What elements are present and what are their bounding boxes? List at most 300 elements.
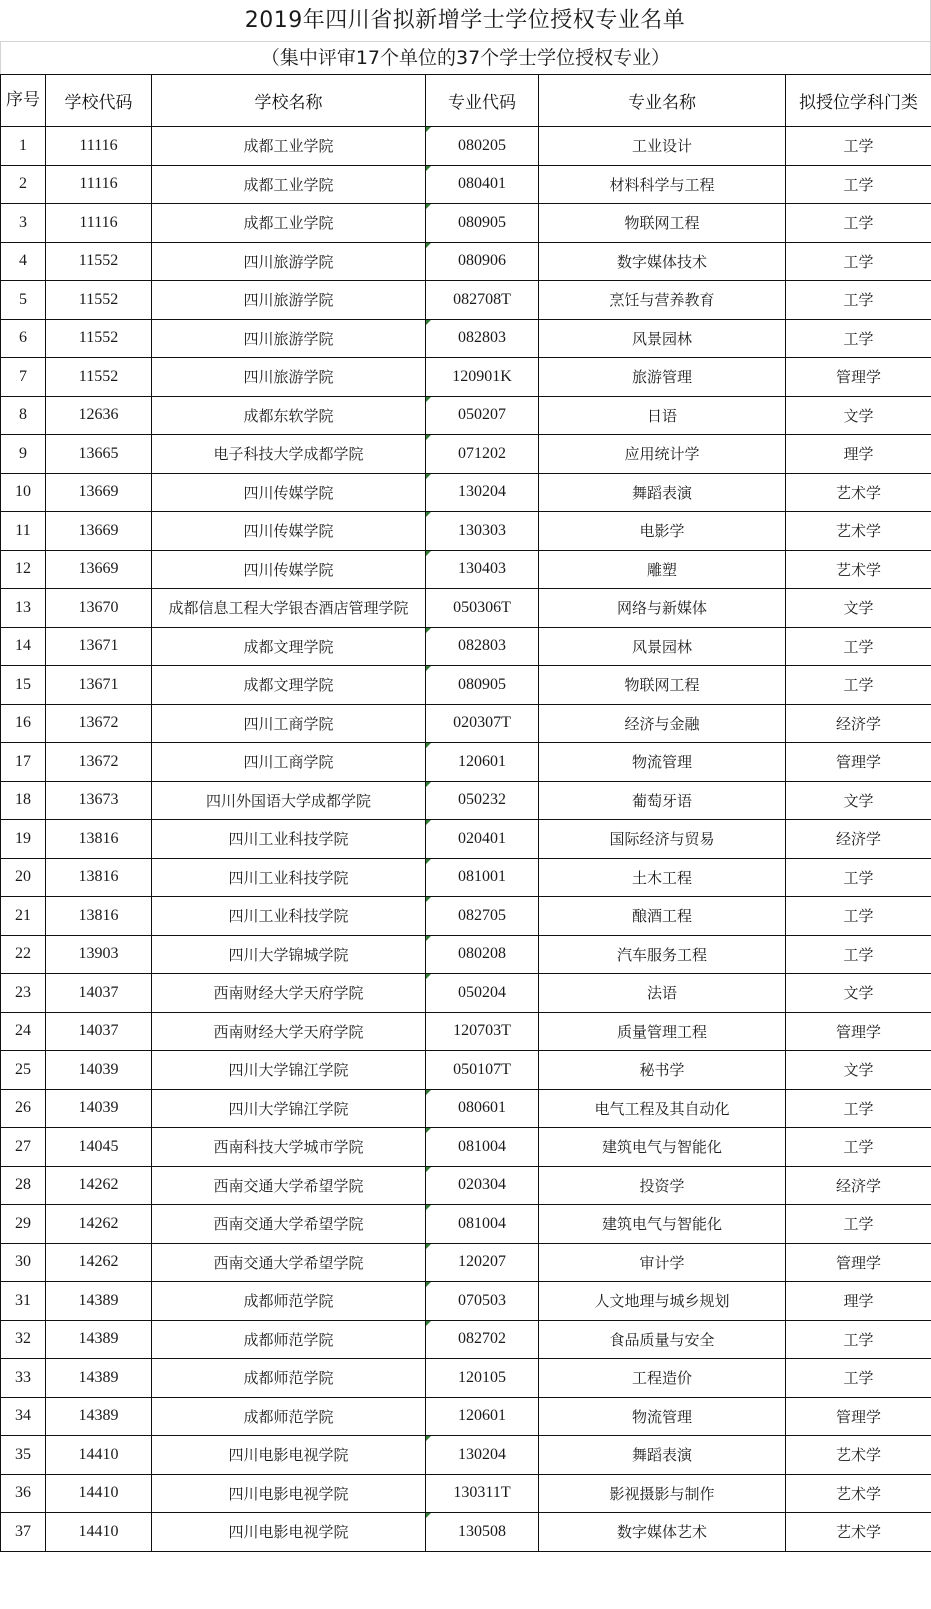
category-cell[interactable] [786,1205,931,1244]
seq-cell[interactable] [1,127,46,166]
seq-cell[interactable] [1,974,46,1013]
major-code-cell[interactable] [426,897,539,936]
school-name-cell[interactable] [152,1320,426,1359]
category-cell[interactable] [786,1166,931,1205]
seq-cell[interactable] [1,1359,46,1398]
major-code-text: 120105 [458,1368,506,1386]
category-text: 艺术学 [835,1523,881,1542]
seq-cell[interactable] [1,1205,46,1244]
school-code-cell[interactable] [46,435,152,474]
table-row [1,743,931,782]
category-cell[interactable] [786,1513,931,1552]
major-code-cell[interactable] [426,281,539,320]
seq-cell[interactable] [1,165,46,204]
school-name-cell[interactable] [152,781,426,820]
major-code-cell[interactable] [426,704,539,743]
major-name-cell[interactable] [539,1320,786,1359]
category-cell[interactable] [786,1320,931,1359]
major-code-cell[interactable] [426,1051,539,1090]
major-code-cell[interactable] [426,781,539,820]
major-code-cell[interactable] [426,1359,539,1398]
category-text: 经济学 [835,830,881,849]
school-code-cell[interactable] [46,1166,152,1205]
major-name-cell[interactable] [539,1166,786,1205]
major-code-cell[interactable] [426,1128,539,1167]
seq-cell[interactable] [1,512,46,551]
table-row [1,1397,931,1436]
school-name-cell[interactable] [152,1359,426,1398]
seq-cell[interactable] [1,204,46,243]
school-name-text: 成都师范学院 [243,1369,334,1388]
school-name-cell[interactable] [152,858,426,897]
major-name-cell[interactable] [539,1051,786,1090]
school-name-cell[interactable] [152,897,426,936]
seq-text: 8 [19,406,27,424]
table-row [1,358,931,397]
school-name-text: 西南交通大学希望学院 [213,1215,364,1234]
table-row [1,820,931,859]
category-cell[interactable] [786,743,931,782]
major-code-cell[interactable] [426,1436,539,1475]
category-cell[interactable] [786,242,931,281]
major-code-cell[interactable] [426,127,539,166]
major-name-cell[interactable] [539,935,786,974]
school-name-cell[interactable] [152,1051,426,1090]
table-row [1,435,931,474]
category-cell[interactable] [786,1282,931,1321]
category-cell[interactable] [786,974,931,1013]
school-code-cell[interactable] [46,1359,152,1398]
table-row [1,319,931,358]
school-code-text: 14039 [78,1060,119,1078]
school-code-cell[interactable] [46,589,152,628]
category-cell[interactable] [786,435,931,474]
major-code-cell[interactable] [426,666,539,705]
major-code-cell[interactable] [426,858,539,897]
school-code-cell[interactable] [46,858,152,897]
school-code-cell[interactable] [46,1205,152,1244]
major-name-cell[interactable] [539,1128,786,1167]
table-row [1,666,931,705]
school-code-cell[interactable] [46,358,152,397]
school-name-cell[interactable] [152,1282,426,1321]
table-row [1,396,931,435]
school-name-cell[interactable] [152,204,426,243]
category-cell[interactable] [786,1436,931,1475]
error-indicator-icon [426,1513,431,1518]
major-name-cell[interactable] [539,165,786,204]
category-text: 管理学 [835,1022,881,1041]
school-code-cell[interactable] [46,781,152,820]
school-code-cell[interactable] [46,550,152,589]
school-code-cell[interactable] [46,1051,152,1090]
school-code-text: 14410 [78,1522,119,1540]
error-indicator-icon [426,512,431,517]
school-name-cell[interactable] [152,1089,426,1128]
school-name-cell[interactable] [152,1243,426,1282]
major-code-cell[interactable] [426,550,539,589]
category-text: 管理学 [835,368,881,387]
school-code-cell[interactable] [46,820,152,859]
category-cell[interactable] [786,1128,931,1167]
school-name-cell[interactable] [152,281,426,320]
school-name-cell[interactable] [152,550,426,589]
seq-cell[interactable] [1,858,46,897]
school-code-cell[interactable] [46,512,152,551]
category-text: 管理学 [835,1407,881,1426]
major-name-cell[interactable] [539,550,786,589]
school-name-cell[interactable] [152,1474,426,1513]
school-code-text: 11552 [78,290,119,308]
majors-table [0,74,931,1552]
major-code-cell[interactable] [426,358,539,397]
seq-cell[interactable] [1,589,46,628]
school-name-text: 西南交通大学希望学院 [213,1176,364,1195]
category-text: 工学 [843,945,874,964]
major-name-cell[interactable] [539,358,786,397]
major-code-cell[interactable] [426,1166,539,1205]
major-code-text: 050107T [453,1060,511,1078]
school-code-cell[interactable] [46,935,152,974]
category-cell[interactable] [786,1051,931,1090]
major-code-text: 081004 [458,1137,506,1155]
major-code-cell[interactable] [426,242,539,281]
category-cell[interactable] [786,512,931,551]
seq-cell[interactable] [1,1128,46,1167]
seq-cell[interactable] [1,1513,46,1552]
school-name-text: 成都师范学院 [243,1330,334,1349]
category-cell[interactable] [786,666,931,705]
table-row [1,204,931,243]
school-name-cell[interactable] [152,935,426,974]
major-name-cell[interactable] [539,974,786,1013]
seq-text: 34 [15,1407,31,1425]
category-cell[interactable] [786,704,931,743]
category-cell[interactable] [786,935,931,974]
school-name-cell[interactable] [152,704,426,743]
seq-cell[interactable] [1,396,46,435]
major-code-cell[interactable] [426,1089,539,1128]
category-cell[interactable] [786,281,931,320]
table-row [1,897,931,936]
major-name-cell[interactable] [539,396,786,435]
school-code-cell[interactable] [46,1282,152,1321]
category-cell[interactable] [786,319,931,358]
school-name-cell[interactable] [152,1205,426,1244]
category-cell[interactable] [786,589,931,628]
school-code-cell[interactable] [46,1513,152,1552]
major-code-cell[interactable] [426,512,539,551]
seq-cell[interactable] [1,704,46,743]
header-major-name: 专业名称 [539,75,786,127]
category-cell[interactable] [786,165,931,204]
major-name-cell[interactable] [539,204,786,243]
table-row [1,1513,931,1552]
seq-text: 36 [15,1484,31,1502]
seq-cell[interactable] [1,1397,46,1436]
major-code-cell[interactable] [426,1012,539,1051]
school-code-cell[interactable] [46,204,152,243]
school-name-text: 四川大学锦江学院 [228,1061,349,1080]
major-name-cell[interactable] [539,704,786,743]
major-name-text: 电影学 [639,522,685,541]
seq-cell[interactable] [1,1051,46,1090]
school-code-cell[interactable] [46,396,152,435]
major-code-cell[interactable] [426,473,539,512]
header-seq: 序号 [1,75,46,127]
school-name-cell[interactable] [152,1513,426,1552]
table-body [1,127,931,1552]
category-cell[interactable] [786,473,931,512]
category-cell[interactable] [786,1089,931,1128]
major-code-cell[interactable] [426,627,539,666]
school-code-cell[interactable] [46,897,152,936]
major-code-cell[interactable] [426,396,539,435]
major-name-cell[interactable] [539,1282,786,1321]
major-name-cell[interactable] [539,512,786,551]
major-code-cell[interactable] [426,1474,539,1513]
major-code-cell[interactable] [426,435,539,474]
major-code-cell[interactable] [426,935,539,974]
seq-cell[interactable] [1,1243,46,1282]
school-code-cell[interactable] [46,319,152,358]
major-name-cell[interactable] [539,627,786,666]
category-cell[interactable] [786,897,931,936]
major-name-cell[interactable] [539,1359,786,1398]
category-cell[interactable] [786,858,931,897]
major-name-cell[interactable] [539,781,786,820]
school-code-cell[interactable] [46,1128,152,1167]
category-cell[interactable] [786,1359,931,1398]
seq-cell[interactable] [1,281,46,320]
seq-cell[interactable] [1,358,46,397]
school-code-cell[interactable] [46,1397,152,1436]
seq-text: 13 [15,598,31,616]
school-name-cell[interactable] [152,743,426,782]
major-name-text: 秘书学 [639,1061,685,1080]
major-code-cell[interactable] [426,1243,539,1282]
major-name-cell[interactable] [539,1243,786,1282]
major-code-text: 120901K [452,367,512,385]
table-row [1,1474,931,1513]
major-code-cell[interactable] [426,1205,539,1244]
school-name-cell[interactable] [152,512,426,551]
major-code-text: 080906 [458,252,506,270]
major-name-cell[interactable] [539,319,786,358]
school-code-cell[interactable] [46,1320,152,1359]
school-name-cell[interactable] [152,396,426,435]
school-name-cell[interactable] [152,127,426,166]
seq-cell[interactable] [1,319,46,358]
category-cell[interactable] [786,820,931,859]
school-name-cell[interactable] [152,1166,426,1205]
table-row [1,589,931,628]
school-name-cell[interactable] [152,165,426,204]
header-major-code: 专业代码 [426,75,539,127]
major-name-cell[interactable] [539,1397,786,1436]
major-name-cell[interactable] [539,473,786,512]
major-code-cell[interactable] [426,1320,539,1359]
seq-cell[interactable] [1,897,46,936]
error-indicator-icon [426,435,431,440]
major-name-cell[interactable] [539,1012,786,1051]
major-name-cell[interactable] [539,435,786,474]
category-cell[interactable] [786,1243,931,1282]
school-code-text: 13673 [78,791,119,809]
school-code-cell[interactable] [46,974,152,1013]
seq-cell[interactable] [1,1436,46,1475]
school-name-cell[interactable] [152,820,426,859]
school-code-cell[interactable] [46,473,152,512]
major-name-cell[interactable] [539,897,786,936]
category-cell[interactable] [786,127,931,166]
school-name-cell[interactable] [152,242,426,281]
major-name-text: 风景园林 [631,637,692,656]
category-cell[interactable] [786,1397,931,1436]
school-name-cell[interactable] [152,319,426,358]
major-code-cell[interactable] [426,1397,539,1436]
major-name-cell[interactable] [539,589,786,628]
category-cell[interactable] [786,358,931,397]
school-code-text: 13816 [78,906,119,924]
major-code-cell[interactable] [426,743,539,782]
school-name-cell[interactable] [152,473,426,512]
major-name-cell[interactable] [539,1436,786,1475]
school-code-cell[interactable] [46,1243,152,1282]
seq-cell[interactable] [1,743,46,782]
seq-cell[interactable] [1,435,46,474]
school-code-cell[interactable] [46,127,152,166]
school-code-text: 13816 [78,868,119,886]
major-name-cell[interactable] [539,666,786,705]
school-code-cell[interactable] [46,165,152,204]
school-code-cell[interactable] [46,1012,152,1051]
major-code-cell[interactable] [426,204,539,243]
school-name-text: 成都信息工程大学银杏酒店管理学院 [168,599,409,618]
seq-cell[interactable] [1,473,46,512]
major-name-text: 人文地理与城乡规划 [594,1292,730,1311]
category-cell[interactable] [786,1474,931,1513]
seq-text: 29 [15,1214,31,1232]
seq-cell[interactable] [1,1320,46,1359]
major-code-text: 070503 [458,1291,506,1309]
school-name-cell[interactable] [152,435,426,474]
seq-text: 30 [15,1253,31,1271]
school-code-cell[interactable] [46,743,152,782]
seq-text: 20 [15,868,31,886]
category-cell[interactable] [786,1012,931,1051]
major-code-cell[interactable] [426,165,539,204]
seq-text: 21 [15,906,31,924]
category-text: 理学 [843,1292,874,1311]
table-row [1,1436,931,1475]
major-name-cell[interactable] [539,1089,786,1128]
school-code-text: 14039 [78,1099,119,1117]
seq-cell[interactable] [1,627,46,666]
category-text: 工学 [843,637,874,656]
category-cell[interactable] [786,781,931,820]
school-code-text: 13669 [78,560,119,578]
seq-cell[interactable] [1,1012,46,1051]
category-cell[interactable] [786,204,931,243]
seq-cell[interactable] [1,666,46,705]
seq-cell[interactable] [1,781,46,820]
seq-cell[interactable] [1,1474,46,1513]
major-name-cell[interactable] [539,1513,786,1552]
major-name-cell[interactable] [539,242,786,281]
seq-cell[interactable] [1,820,46,859]
seq-text: 23 [15,983,31,1001]
category-text: 艺术学 [835,522,881,541]
major-name-cell[interactable] [539,127,786,166]
school-name-cell[interactable] [152,974,426,1013]
school-name-text: 四川工商学院 [243,714,334,733]
category-cell[interactable] [786,627,931,666]
category-cell[interactable] [786,396,931,435]
category-cell[interactable] [786,550,931,589]
school-code-cell[interactable] [46,1436,152,1475]
seq-cell[interactable] [1,1166,46,1205]
school-code-cell[interactable] [46,281,152,320]
school-name-cell[interactable] [152,1012,426,1051]
major-name-cell[interactable] [539,820,786,859]
school-name-text: 四川电影电视学院 [228,1523,349,1542]
major-code-cell[interactable] [426,1282,539,1321]
school-code-cell[interactable] [46,627,152,666]
school-code-cell[interactable] [46,242,152,281]
school-name-cell[interactable] [152,666,426,705]
seq-cell[interactable] [1,1089,46,1128]
major-code-cell[interactable] [426,589,539,628]
major-name-cell[interactable] [539,743,786,782]
seq-text: 27 [15,1137,31,1155]
major-code-cell[interactable] [426,974,539,1013]
school-name-cell[interactable] [152,1436,426,1475]
table-row [1,781,931,820]
seq-cell[interactable] [1,935,46,974]
seq-cell[interactable] [1,1282,46,1321]
major-code-cell[interactable] [426,1513,539,1552]
school-name-text: 西南财经大学天府学院 [213,984,364,1003]
school-code-cell[interactable] [46,1474,152,1513]
major-name-cell[interactable] [539,281,786,320]
school-code-cell[interactable] [46,666,152,705]
school-name-text: 成都东软学院 [243,406,334,425]
category-text: 文学 [843,791,874,810]
seq-text: 12 [15,560,31,578]
major-name-text: 舞蹈表演 [631,1446,692,1465]
school-name-text: 成都师范学院 [243,1292,334,1311]
school-name-text: 四川电影电视学院 [228,1446,349,1465]
school-name-text: 四川旅游学院 [243,329,334,348]
seq-cell[interactable] [1,550,46,589]
school-name-cell[interactable] [152,589,426,628]
school-code-cell[interactable] [46,704,152,743]
major-name-cell[interactable] [539,858,786,897]
major-name-cell[interactable] [539,1474,786,1513]
school-name-cell[interactable] [152,627,426,666]
error-indicator-icon [426,127,431,132]
major-code-cell[interactable] [426,319,539,358]
seq-cell[interactable] [1,242,46,281]
school-code-cell[interactable] [46,1089,152,1128]
school-name-cell[interactable] [152,358,426,397]
major-name-cell[interactable] [539,1205,786,1244]
school-name-cell[interactable] [152,1397,426,1436]
school-name-cell[interactable] [152,1128,426,1167]
school-name-text: 成都文理学院 [243,676,334,695]
major-code-cell[interactable] [426,820,539,859]
